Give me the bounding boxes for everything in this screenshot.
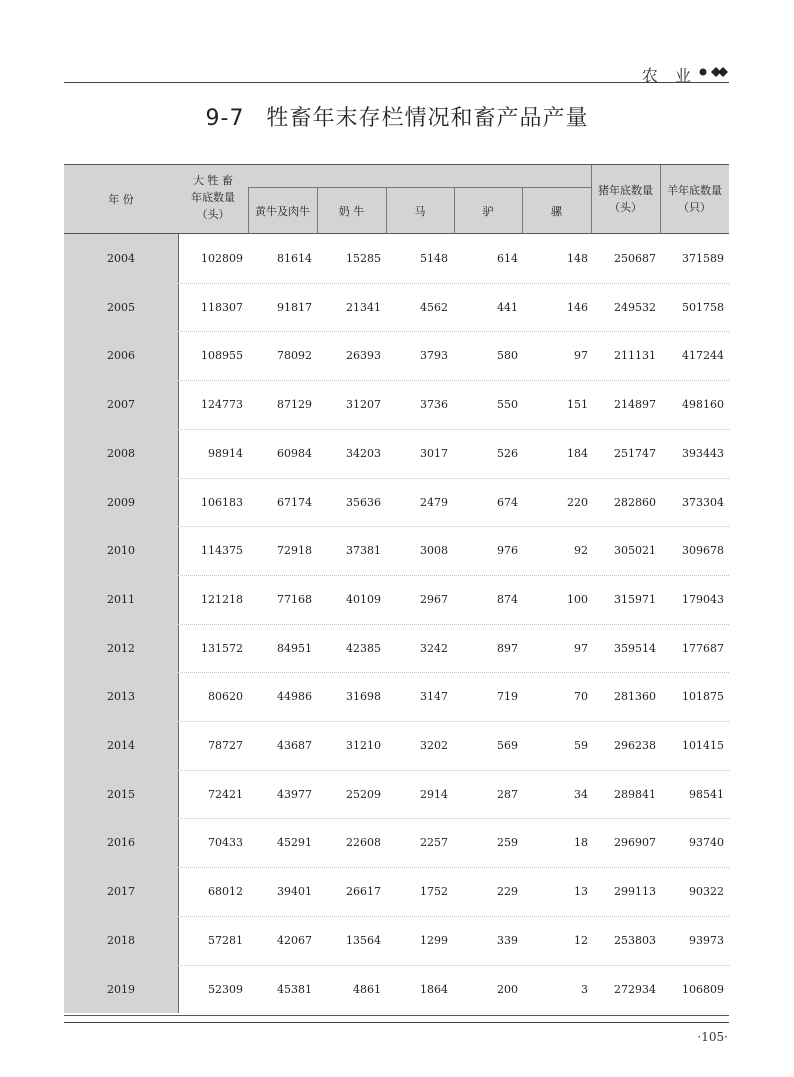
value-cell: 305021 [614,544,656,558]
value-cell: 976 [497,544,518,558]
value-cell: 296907 [614,836,656,850]
header-horse: 马 [414,205,426,218]
value-cell: 84951 [277,641,312,655]
row-separator [178,672,729,673]
value-cell: 77168 [277,592,312,606]
value-cell: 67174 [277,495,312,509]
value-cell: 220 [567,495,588,509]
value-cell: 2257 [420,836,448,850]
value-cell: 72421 [208,787,243,801]
year-cell: 2018 [107,933,135,947]
value-cell: 31207 [346,398,381,412]
value-cell: 4562 [420,300,448,314]
value-cell: 3017 [420,446,448,460]
value-cell: 2479 [420,495,448,509]
value-cell: 1299 [420,933,448,947]
header-line: 羊年底数量 [667,184,722,197]
value-cell: 72918 [277,544,312,558]
value-cell: 92 [574,544,588,558]
value-cell: 417244 [682,349,724,363]
value-cell: 97 [574,349,588,363]
value-cell: 87129 [277,398,312,412]
header-line: （头） [196,208,230,221]
value-cell: 3 [581,982,588,996]
value-cell: 124773 [201,398,243,412]
header-large-livestock [178,172,248,223]
value-cell: 151 [567,398,588,412]
header-line: 大 牲 畜 [193,174,233,187]
value-cell: 42067 [277,933,312,947]
value-cell: 31698 [346,690,381,704]
value-cell: 441 [497,300,518,314]
value-cell: 272934 [614,982,656,996]
value-cell: 3008 [420,544,448,558]
value-cell: 299113 [614,885,656,899]
header-mule: 骡 [551,205,562,218]
value-cell: 100 [567,592,588,606]
row-separator [178,526,729,527]
value-cell: 114375 [201,544,243,558]
row-separator [178,575,729,576]
value-cell: 43977 [277,787,312,801]
value-cell: 98914 [208,446,243,460]
value-cell: 98541 [689,787,724,801]
year-cell: 2004 [107,252,135,265]
value-cell: 118307 [201,300,243,314]
value-cell: 296238 [614,739,656,752]
row-separator [178,965,729,966]
value-cell: 287 [497,787,518,801]
value-cell: 177687 [682,641,724,655]
value-cell: 40109 [346,592,381,606]
year-cell: 2006 [107,349,135,363]
row-separator [178,478,729,479]
value-cell: 57281 [208,933,243,947]
value-cell: 131572 [201,641,243,655]
year-cell: 2010 [107,544,135,558]
value-cell: 70433 [208,836,243,850]
value-cell: 78092 [277,349,312,363]
value-cell: 25209 [346,787,381,801]
value-cell: 282860 [614,495,656,509]
value-cell: 34203 [346,446,381,460]
value-cell: 897 [497,641,518,655]
value-cell: 569 [497,739,518,752]
table-number: 9-7 [205,106,245,131]
value-cell: 214897 [614,398,656,412]
value-cell: 43687 [277,739,312,752]
value-cell: 1864 [420,982,448,996]
value-cell: 37381 [346,544,381,558]
value-cell: 106183 [201,495,243,509]
value-cell: 371589 [682,252,724,265]
year-cell: 2009 [107,495,135,509]
header-cattle: 黄牛及肉牛 [255,205,310,218]
year-cell: 2016 [107,836,135,850]
value-cell: 68012 [208,885,243,899]
value-cell: 93740 [689,836,724,850]
header-line: 年底数量 [191,191,235,204]
value-cell: 44986 [277,690,312,704]
value-cell: 3242 [420,641,448,655]
row-separator [178,380,729,381]
value-cell: 90322 [689,885,724,899]
year-cell: 2007 [107,398,135,412]
value-cell: 2967 [420,592,448,606]
value-cell: 179043 [682,592,724,606]
value-cell: 4861 [353,982,381,996]
year-cell: 2019 [107,982,135,996]
value-cell: 184 [567,446,588,460]
header-line: （只） [678,201,711,214]
value-cell: 13564 [346,933,381,947]
value-cell: 26393 [346,349,381,363]
value-cell: 3736 [420,398,448,412]
header-line: （头） [609,201,642,214]
footer-rule [64,1022,729,1023]
value-cell: 12 [574,933,588,947]
value-cell: 229 [497,885,518,899]
value-cell: 34 [574,787,588,801]
value-cell: 52309 [208,982,243,996]
value-cell: 121218 [201,592,243,606]
value-cell: 2914 [420,787,448,801]
value-cell: 339 [497,933,518,947]
value-cell: 106809 [682,982,724,996]
value-cell: 148 [567,252,588,265]
value-cell: 498160 [682,398,724,412]
header-line: 猪年底数量 [598,184,653,197]
value-cell: 1752 [420,885,448,899]
value-cell: 35636 [346,495,381,509]
value-cell: 719 [497,690,518,704]
header-bottom-rule [64,233,729,234]
value-cell: 70 [574,690,588,704]
value-cell: 315971 [614,592,656,606]
value-cell: 102809 [201,252,243,265]
row-separator [178,283,729,284]
value-cell: 501758 [682,300,724,314]
table-title: 牲畜年末存栏情况和畜产品产量 [266,106,589,131]
value-cell: 3202 [420,739,448,752]
value-cell: 5148 [420,252,448,265]
header-donkey: 驴 [482,205,494,218]
page-number: ·105· [697,1030,728,1044]
year-cell: 2005 [107,300,135,314]
header-dairy: 奶 牛 [338,205,365,218]
header-year: 年 份 [108,193,134,206]
value-cell: 101875 [682,690,724,704]
value-cell: 78727 [208,739,243,752]
row-separator [178,770,729,771]
year-cell: 2014 [107,739,135,752]
value-cell: 45291 [277,836,312,850]
page-title [0,101,794,132]
row-separator [178,867,729,868]
value-cell: 359514 [614,641,656,655]
row-separator [178,429,729,430]
value-cell: 108955 [201,349,243,363]
value-cell: 580 [497,349,518,363]
value-cell: 251747 [614,446,656,460]
running-head [64,62,729,83]
year-cell: 2013 [107,690,135,704]
value-cell: 373304 [682,495,724,509]
diamond-ornament-icon [699,66,729,78]
value-cell: 22608 [346,836,381,850]
value-cell: 249532 [614,300,656,314]
value-cell: 39401 [277,885,312,899]
value-cell: 3147 [420,690,448,704]
year-cell: 2011 [107,592,135,606]
value-cell: 42385 [346,641,381,655]
value-cell: 211131 [614,349,656,363]
header-sheep [660,182,729,216]
value-cell: 3793 [420,349,448,363]
livestock-table [64,164,729,1016]
value-cell: 93973 [689,933,724,947]
value-cell: 21341 [346,300,381,314]
value-cell: 200 [497,982,518,996]
row-separator [178,624,729,625]
row-separator [178,331,729,332]
value-cell: 81614 [277,252,312,265]
value-cell: 614 [497,252,518,265]
row-separator [178,721,729,722]
year-cell: 2017 [107,885,135,899]
value-cell: 97 [574,641,588,655]
section-name: 农 业 [641,66,697,85]
value-cell: 146 [567,300,588,314]
value-cell: 259 [497,836,518,850]
header-pig [591,182,660,216]
value-cell: 45381 [277,982,312,996]
row-separator [178,818,729,819]
value-cell: 60984 [277,446,312,460]
row-separator [178,916,729,917]
value-cell: 26617 [346,885,381,899]
header-subrule [248,187,591,188]
value-cell: 550 [497,398,518,412]
value-cell: 393443 [682,446,724,460]
value-cell: 253803 [614,933,656,947]
value-cell: 250687 [614,252,656,265]
value-cell: 526 [497,446,518,460]
value-cell: 101415 [682,739,724,752]
year-cell: 2008 [107,446,135,460]
value-cell: 91817 [277,300,312,314]
value-cell: 59 [574,739,588,752]
value-cell: 289841 [614,787,656,801]
value-cell: 15285 [346,252,381,265]
value-cell: 13 [574,885,588,899]
value-cell: 674 [497,495,518,509]
value-cell: 18 [574,836,588,850]
value-cell: 31210 [346,739,381,752]
value-cell: 80620 [208,690,243,704]
year-cell: 2015 [107,787,135,801]
value-cell: 309678 [682,544,724,558]
value-cell: 874 [497,592,518,606]
value-cell: 281360 [614,690,656,704]
year-cell: 2012 [107,641,135,655]
